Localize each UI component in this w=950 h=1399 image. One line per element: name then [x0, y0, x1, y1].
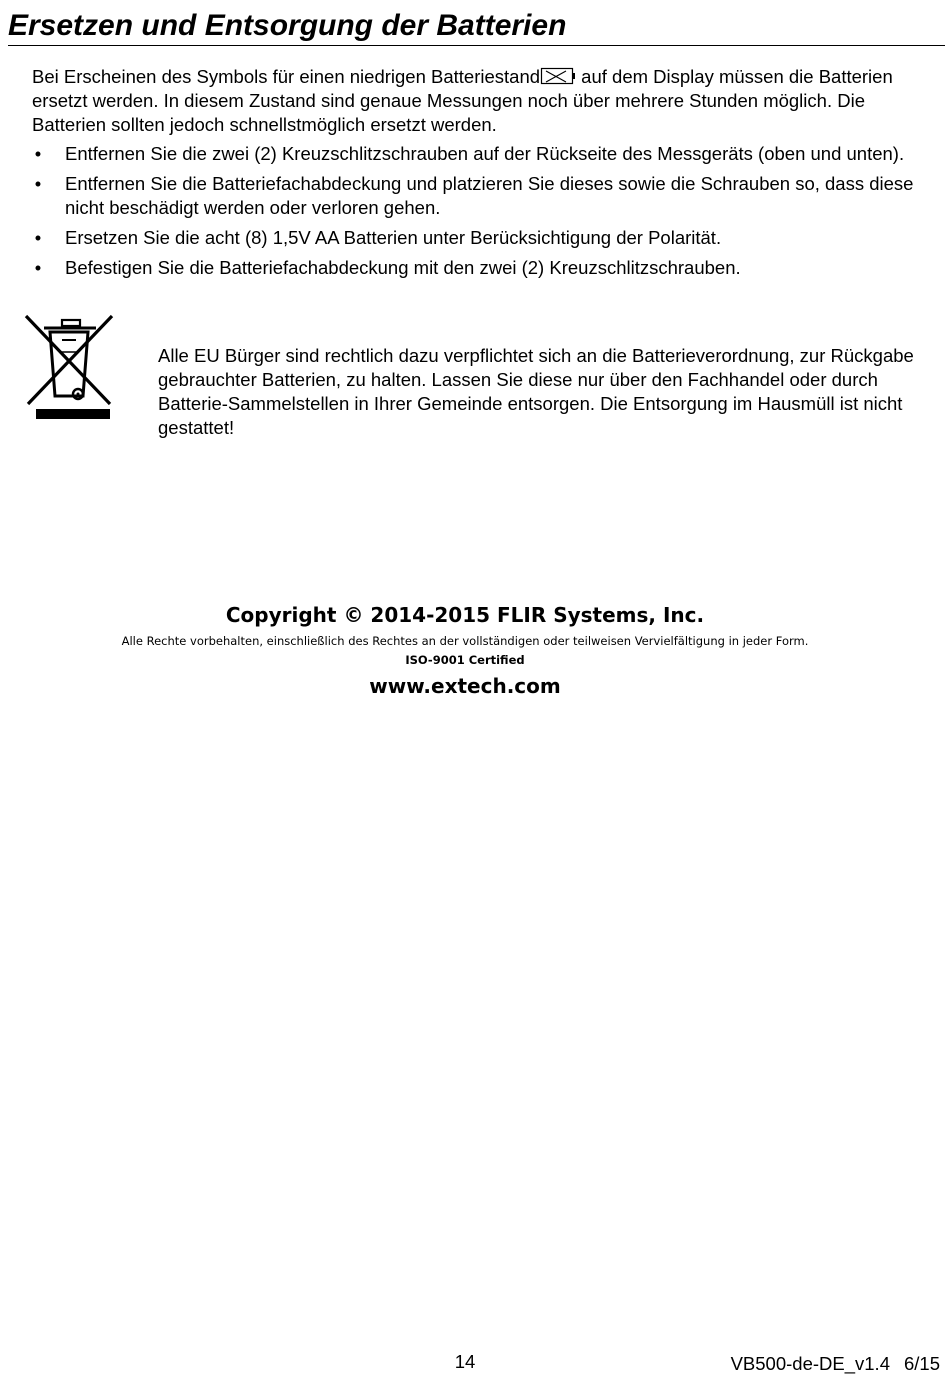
- list-item-text: Ersetzen Sie die acht (8) 1,5V AA Batterien unter Berücksichtigung der Polarität.: [65, 227, 722, 248]
- list-item: [32, 142, 937, 166]
- bullet-icon: •: [34, 173, 42, 194]
- list-item-text: Entfernen Sie die zwei (2) Kreuzschlitzschrauben auf der Rückseite des Messgeräts (oben und unten).: [65, 143, 905, 164]
- bullet-icon: •: [34, 227, 42, 248]
- instruction-list: [32, 142, 937, 286]
- intro-text-part1: Bei Erscheinen des Symbols für einen niedrigen Batteriestand: [32, 66, 541, 87]
- page-number: 14: [454, 1351, 476, 1372]
- list-item-text: Befestigen Sie die Batteriefachabdeckung mit den zwei (2) Kreuzschlitzschrauben.: [65, 257, 741, 278]
- doc-date: 6/15: [903, 1353, 940, 1374]
- bullet-icon: •: [34, 143, 42, 164]
- list-item: [32, 226, 937, 250]
- list-item: [32, 256, 937, 280]
- copyright-line: Copyright © 2014-2015 FLIR Systems, Inc.: [225, 603, 705, 627]
- document-id: [731, 1352, 940, 1376]
- bullet-icon: •: [34, 257, 42, 278]
- weee-crossed-bin-icon: [22, 312, 118, 422]
- list-item-text: Entfernen Sie die Batteriefachabdeckung und platzieren Sie dieses sowie die Schrauben so, dass diese nicht beschädigt werden oder verloren gehen.: [65, 173, 914, 218]
- iso-certification: ISO-9001 Certified: [405, 653, 525, 667]
- disposal-paragraph: Alle EU Bürger sind rechtlich dazu verpflichtet sich an die Batterieverordnung, zur Rückgabe gebrauchter Batterien, zu halten. Lassen Sie diese nur über den Fachhandel oder durch Batterie-Sammelstellen in Ihrer Gemeinde entsorgen. Die Entsorgung im Hausmüll ist nicht gestattet!: [158, 345, 914, 438]
- low-battery-icon: [540, 64, 576, 88]
- doc-version: VB500-de-DE_v1.4: [730, 1353, 890, 1374]
- website-link[interactable]: www.extech.com: [369, 674, 561, 698]
- page-heading: Ersetzen und Entsorgung der Batterien: [8, 8, 945, 46]
- intro-text-part2: auf dem Display müssen die Batterien ersetzt werden. In diesem Zustand sind genaue Messungen noch über mehrere Stunden möglich. Die Batterien sollten jedoch schnellstmöglich ersetzt werden.: [32, 66, 893, 135]
- intro-paragraph: [32, 64, 932, 137]
- rights-notice: Alle Rechte vorbehalten, einschließlich des Rechtes an der vollständigen oder teilweisen Vervielfältigung in jeder Form.: [121, 634, 809, 648]
- list-item: [32, 172, 937, 220]
